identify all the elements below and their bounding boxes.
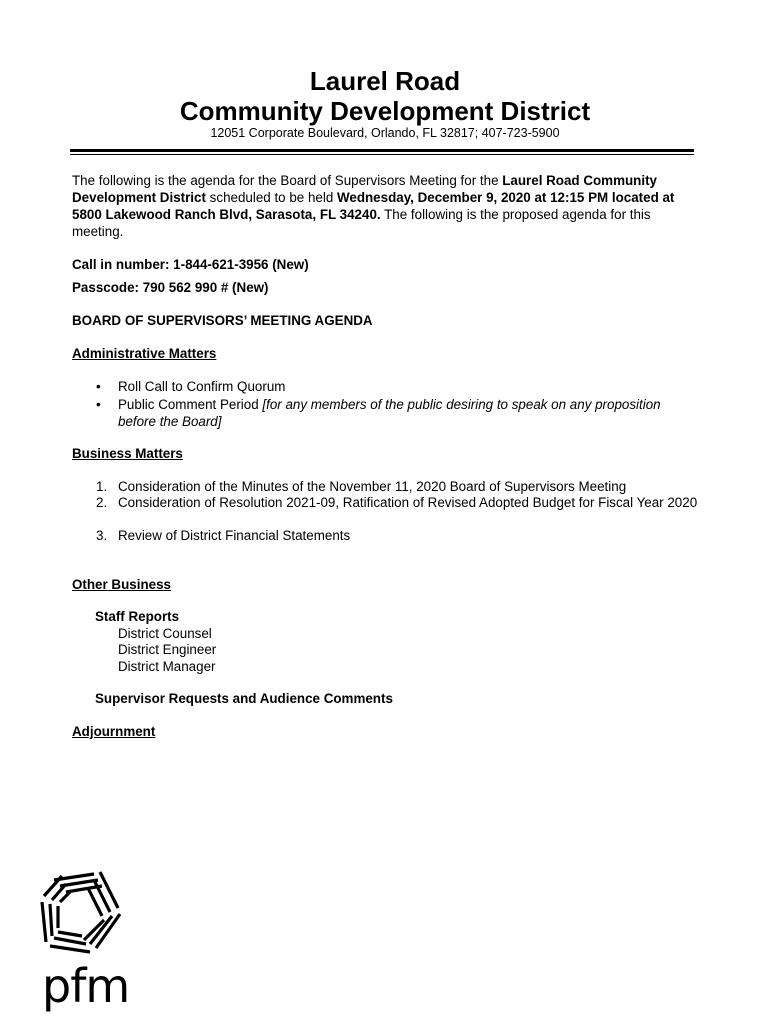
adjournment-heading: Adjournment (72, 724, 156, 739)
item-number: 1. (96, 479, 108, 494)
header-rule-thin (70, 154, 694, 155)
intro-text-1: The following is the agenda for the Board of Supervisors Meeting for the (72, 173, 503, 188)
district-address: 12051 Corporate Boulevard, Orlando, FL 32817; 407-723-5900 (210, 126, 560, 140)
bullet-marker: • (96, 379, 101, 394)
item-number: 3. (96, 528, 108, 543)
pfm-logo-text: pfm (42, 959, 130, 1013)
district-engineer: District Engineer (118, 642, 217, 657)
bullet-marker: • (96, 397, 101, 412)
intro-text-3: The following is the proposed agenda for this meeting. (72, 207, 651, 239)
business-item-text: Consideration of Resolution 2021-09, Ratification of Revised Adopted Budget for Fiscal Year 2020 (118, 495, 698, 510)
intro-district-name: Laurel Road Community Development District (72, 173, 657, 205)
public-comment-note: [for any members of the public desiring to speak on any proposition before the Board] (118, 397, 661, 429)
business-item-text: Consideration of the Minutes of the November 11, 2020 Board of Supervisors Meeting (118, 479, 627, 494)
roll-call-item: Roll Call to Confirm Quorum (118, 379, 286, 394)
district-manager: District Manager (118, 659, 216, 674)
business-matters-heading: Business Matters (72, 446, 183, 461)
call-in-number: Call in number: 1-844-621-3956 (New) (72, 257, 309, 272)
district-counsel: District Counsel (118, 626, 212, 641)
intro-paragraph (72, 172, 700, 240)
business-item-text: Review of District Financial Statements (118, 528, 351, 543)
public-comment-label: Public Comment Period (118, 397, 263, 412)
intro-meeting-datetime: Wednesday, December 9, 2020 at 12:15 PM located at 5800 Lakewood Ranch Blvd, Sarasota, FL 34240. (72, 190, 675, 222)
item-number: 2. (96, 495, 108, 510)
other-business-heading: Other Business (72, 577, 171, 592)
administrative-matters-heading: Administrative Matters (72, 346, 217, 361)
passcode: Passcode: 790 562 990 # (New) (72, 280, 269, 295)
district-title-line2: Community Development District (179, 96, 591, 126)
public-comment-item (118, 396, 702, 430)
district-title-line1: Laurel Road (309, 66, 461, 96)
intro-text-2: scheduled to be held (205, 190, 337, 205)
agenda-heading: BOARD OF SUPERVISORS’ MEETING AGENDA (72, 313, 373, 328)
supervisor-requests: Supervisor Requests and Audience Comments (95, 691, 393, 706)
header-rule-thick (70, 149, 694, 152)
pfm-logo-icon (34, 862, 134, 962)
staff-reports-heading: Staff Reports (95, 609, 180, 624)
